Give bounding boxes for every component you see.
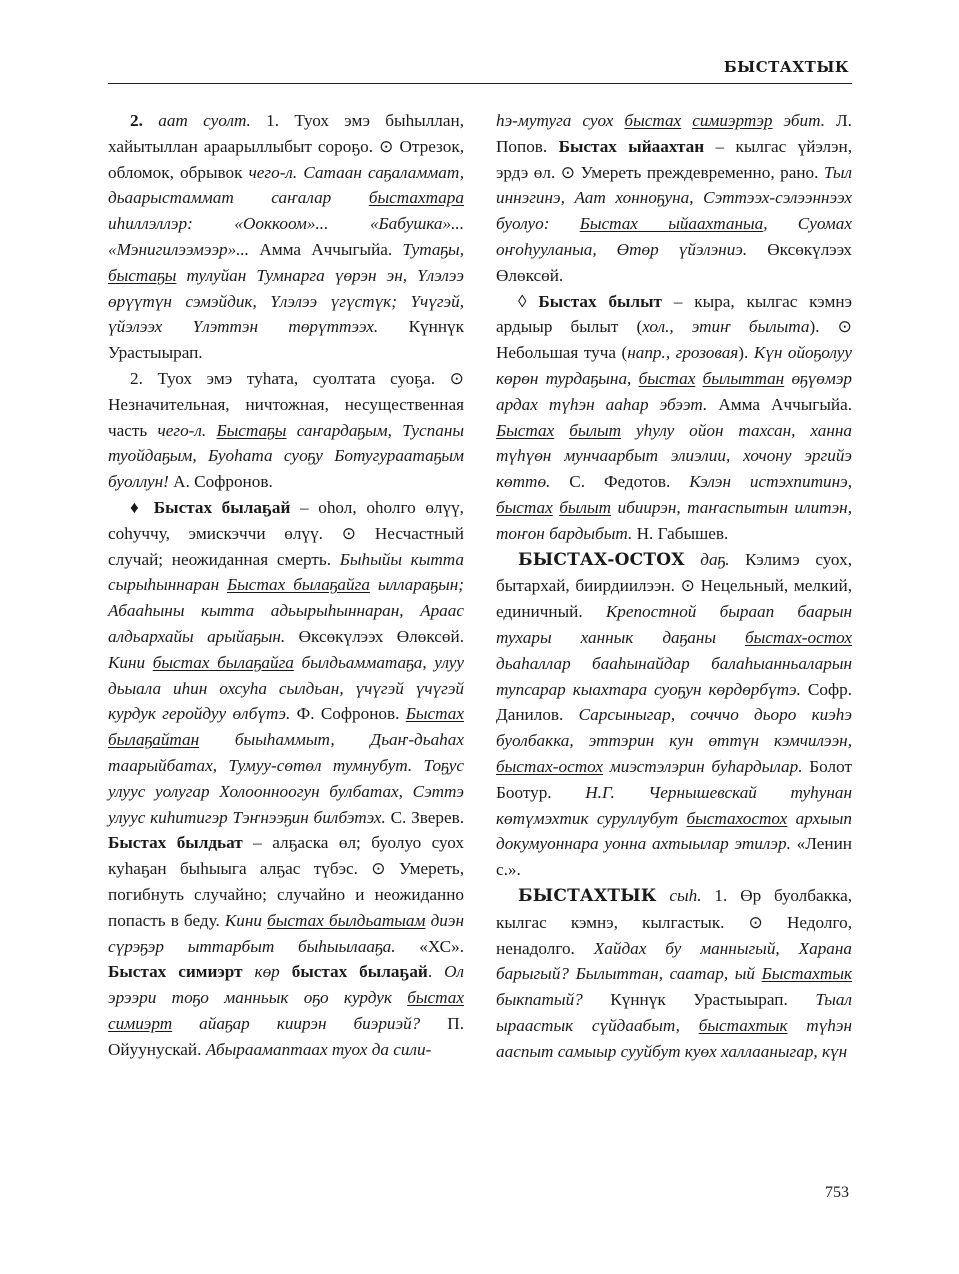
phrase-term: Быстах былыт	[538, 291, 662, 311]
text-run: Кини	[108, 652, 153, 672]
text-run	[685, 550, 701, 569]
text-run: , Суомах оҥоһууланыа, Өтөр үйэлэниэ.	[496, 214, 852, 259]
text-run: Быһыйы кытта сырыһыннаран	[108, 549, 464, 595]
text-run: 2. Туох эмэ туһата, суолтата суоҕа. ⊙ Незначительная, ничтожная, несущественная часть	[108, 368, 464, 440]
entry-paragraph	[496, 289, 852, 547]
example-keyword: быстахтык	[698, 1015, 788, 1035]
text-run: – кылгас үйэлэн, эрдэ өл. ⊙ Умереть преждевременно, рано.	[496, 136, 853, 182]
text-run: С. Федотов.	[550, 472, 690, 492]
text-run: Хайдах бу манныгый, Харана барыгый? Былыттан, саатар, ый	[496, 938, 853, 984]
text-run: – кыра, кылгас кэмнэ ардыыр былыт (	[496, 291, 852, 337]
entry-paragraph	[108, 495, 464, 1063]
right-column	[496, 108, 852, 1064]
text-run: быыһаммыт, Дьаҥ-дьаһах таарыйбатах, Тумуу-сөтөл тумнубут. Тоҕус улуус уолугар Холоонноогун булбатах, Сэттэ улуус киһитигэр Тэҥнээҕин билбэтэх.	[108, 730, 464, 827]
text-run: архыып докумуоннара уонна ахтыылар этилэр.	[496, 808, 852, 854]
entry-paragraph	[496, 547, 852, 883]
example-keyword: Быстах ыйаахтаныа	[579, 214, 764, 234]
entry-paragraph	[496, 108, 852, 289]
text-run: Сарсыныгар, сочччо дьоро киэһэ буолбакка, эттэрин кун өттүн кэмчилээн,	[496, 705, 852, 751]
text-run: Кэлимэ суох, бытархай, биирдиилээн. ⊙ Нецельный, мелкий, единичный.	[496, 549, 852, 622]
entry-paragraph	[108, 366, 464, 495]
example-keyword: быстаҕы	[108, 265, 177, 285]
text-run: эбит.	[772, 111, 826, 130]
text-run: уһулу ойон тахсан, ханна түһүөн мунчаарбыт элиэлии, хочону эргийэ көттө.	[496, 420, 852, 492]
phrase-term: быстах былаҕай	[291, 962, 428, 982]
text-run	[206, 421, 216, 440]
text-run: Ф. Софронов.	[290, 704, 406, 724]
text-run: чего-л.	[248, 162, 298, 182]
text-run: ◊	[518, 291, 539, 311]
text-run: Болот Боотур.	[496, 756, 852, 802]
text-run: ♦	[130, 497, 154, 517]
entry-paragraph	[496, 883, 852, 1065]
text-run: ). ⊙ Небольшая туча (	[496, 317, 853, 363]
text-run	[280, 962, 292, 981]
phrase-term: Быстах былаҕай	[153, 497, 291, 517]
text-run: Сатаан саҕаламмат, дьаарыстаммат саҥалар	[108, 162, 464, 208]
example-keyword: былыттан	[702, 368, 785, 388]
example-keyword: Быстах былаҕайтан	[108, 704, 465, 750]
text-run: саҥардаҕым, Туспаны туойдаҕым, Буоһата суоҕу Ботугураатаҕым буоллун!	[108, 420, 464, 492]
text-run: Абыраамаптаах туох да сили-	[205, 1039, 432, 1059]
text-run: 1. Өр буолбакка, кылгас кэмнэ, кылгастык. ⊙ Недолго, ненадолго.	[496, 885, 852, 958]
text-run: ыллараҕын; Абааһыны кытта адьырыһыннаран, Араас алдьархайы арыйаҕын.	[108, 575, 464, 646]
text-run: Ол эрээри тоҕо манньык оҕо курдук	[108, 962, 465, 1008]
text-run: Кэлэн истэхпитинэ,	[689, 472, 852, 492]
example-keyword: быстах-остох	[745, 627, 852, 647]
text-run: иһиллэллэр: «Ооккоом»... «Бабушка»... «Мэнигилээмээр»...	[108, 214, 464, 259]
text-run: айаҕар киирэн биэриэй?	[172, 1013, 421, 1033]
text-run: Тутаҕы,	[402, 239, 464, 259]
header-rule	[108, 83, 852, 84]
text-run: Өксөкүлээх Өлөксөй.	[285, 626, 464, 646]
text-run	[657, 886, 670, 905]
text-run	[243, 962, 255, 981]
text-run: былдьамматаҕа, улуу дьыала иһин охсуһа сылдьан, үчүгэй үчүгэй курдук геройдуу өлбүтэ.	[108, 652, 464, 724]
text-run: Өксөкүлээх Өлөксөй.	[496, 239, 852, 285]
example-keyword: былыт	[559, 497, 612, 517]
example-keyword: Быстахтык	[761, 964, 852, 984]
text-run: А. Софронов.	[168, 472, 273, 492]
text-run: ).	[738, 343, 754, 363]
text-run: С. Зверев.	[385, 807, 464, 827]
example-keyword: быстах былдьатыам	[267, 910, 426, 930]
example-keyword: быстахтара	[368, 188, 464, 208]
phrase-term: 2.	[130, 111, 159, 130]
text-run: көр	[254, 962, 280, 982]
text-run	[554, 421, 569, 440]
example-keyword: быстах симиэрт	[108, 988, 464, 1033]
example-keyword: симиэртэр	[692, 111, 773, 130]
example-keyword: Быстах былаҕайга	[227, 575, 370, 595]
text-run: чего-л.	[157, 420, 207, 440]
text-run: Софр. Данилов.	[496, 679, 852, 725]
example-keyword: Быстаҕы	[216, 420, 287, 440]
page-number: 753	[825, 1184, 849, 1201]
text-run: Крепостной быраап баарын тухары ханнык даҕаны	[496, 602, 852, 647]
example-keyword: быстах	[496, 497, 553, 517]
text-run: Н.Г. Чернышевскай туһунан көтүмэхтик суруллубут	[496, 782, 852, 828]
example-keyword: былыт	[569, 420, 622, 440]
text-run: дьаһаллар бааһынайдар балаһыанньаларын тупсарар кыахтара суоҕун көрдөрбүтэ.	[496, 653, 852, 699]
text-run: миэстэлэрин буһардылар.	[603, 756, 803, 776]
text-run: Тыл иннэгинэ, Аат хонноҕуна, Сэттээх-сэлээннээх буолуо:	[496, 162, 852, 234]
text-run: «ХС».	[395, 936, 464, 956]
example-keyword: быстах	[624, 111, 682, 130]
phrase-term: Быстах симиэрт	[108, 962, 243, 982]
text-run: Күннүк Урастыырап.	[582, 990, 816, 1010]
entry-paragraph	[108, 108, 464, 366]
text-run: Күннүк Урастыырап.	[108, 317, 464, 363]
text-run: диэн сүрэҕэр ыттарбыт быһыылааҕа.	[108, 910, 464, 956]
text-run: һэ-мутуга суох	[496, 111, 625, 130]
running-head: БЫСТАХТЫК	[723, 58, 849, 76]
text-run: .	[427, 962, 445, 982]
example-keyword: быстах былаҕайга	[152, 652, 294, 672]
text-run: – алҕаска өл; буолуо суох куһаҕан быһыыга алҕас түбэс. ⊙ Умереть, погибнуть случайно; случайно и неожиданно попасть в беду.	[108, 833, 464, 930]
text-run: Амма Аччыгыйа.	[249, 239, 403, 259]
text-run	[681, 111, 692, 130]
text-run	[695, 369, 702, 388]
text-run: Кини	[224, 910, 268, 930]
phrase-term: Быстах ыйаахтан	[558, 136, 705, 156]
headword: БЫСТАХТЫК	[518, 885, 657, 906]
headword: БЫСТАХ-ОСТОХ	[518, 549, 685, 570]
example-keyword: быстах	[638, 368, 696, 388]
text-run: – оһол, оһолго өлүү, соһуччу, эмискэччи өлүү. ⊙ Несчастный случай; неожиданная смерть.	[108, 497, 464, 569]
left-column	[108, 108, 464, 1062]
text-run: «Ленин с.».	[496, 834, 853, 880]
text-run: өҕүөмэр ардах түһэн ааһар эбээт.	[496, 368, 852, 414]
text-run: сыһ.	[669, 885, 702, 905]
example-keyword: Быстах	[496, 420, 555, 440]
text-run: ибиирэн, таҥаспытын илитэн, тоҥон бардыбыт.	[496, 497, 852, 543]
text-run: хол., этиҥ былыта	[642, 317, 810, 337]
text-run: напр., грозовая	[627, 343, 739, 363]
text-run: Л. Попов.	[496, 111, 852, 156]
text-run: аат суолт.	[158, 111, 251, 130]
text-run: Күн ойоҕолуу көрөн турдаҕына,	[496, 343, 852, 388]
text-run: П. Ойуунускай.	[108, 1013, 465, 1059]
text-run: Н. Габышев.	[632, 523, 729, 543]
text-run: быкпатый?	[496, 990, 583, 1010]
text-run: Амма Аччыгыйа.	[707, 394, 852, 414]
text-run: даҕ.	[700, 549, 730, 569]
text-run: Тыал ыраастык сүйдаабыт,	[496, 990, 852, 1035]
phrase-term: Быстах былдьат	[108, 833, 243, 853]
example-keyword: быстахостох	[686, 808, 788, 828]
text-run: 1. Туох эмэ быһыллан, хайытыллан араарыллыбыт сороҕо. ⊙ Отрезок, обломок, обрывок	[108, 111, 464, 182]
example-keyword: быстах-остох	[496, 756, 603, 776]
text-run: түһэн ааспыт самыыр сууйбут куөх халлааныгар, күн	[496, 1015, 852, 1061]
text-run: тулуйан Тумнарга үөрэн эн, Үлэлээ өрүүтүн сэмэйдик, Үлэлээ үгүстүк; Үчүгэй, үйэлээх Үлэттэн төрүттээх.	[108, 265, 464, 337]
